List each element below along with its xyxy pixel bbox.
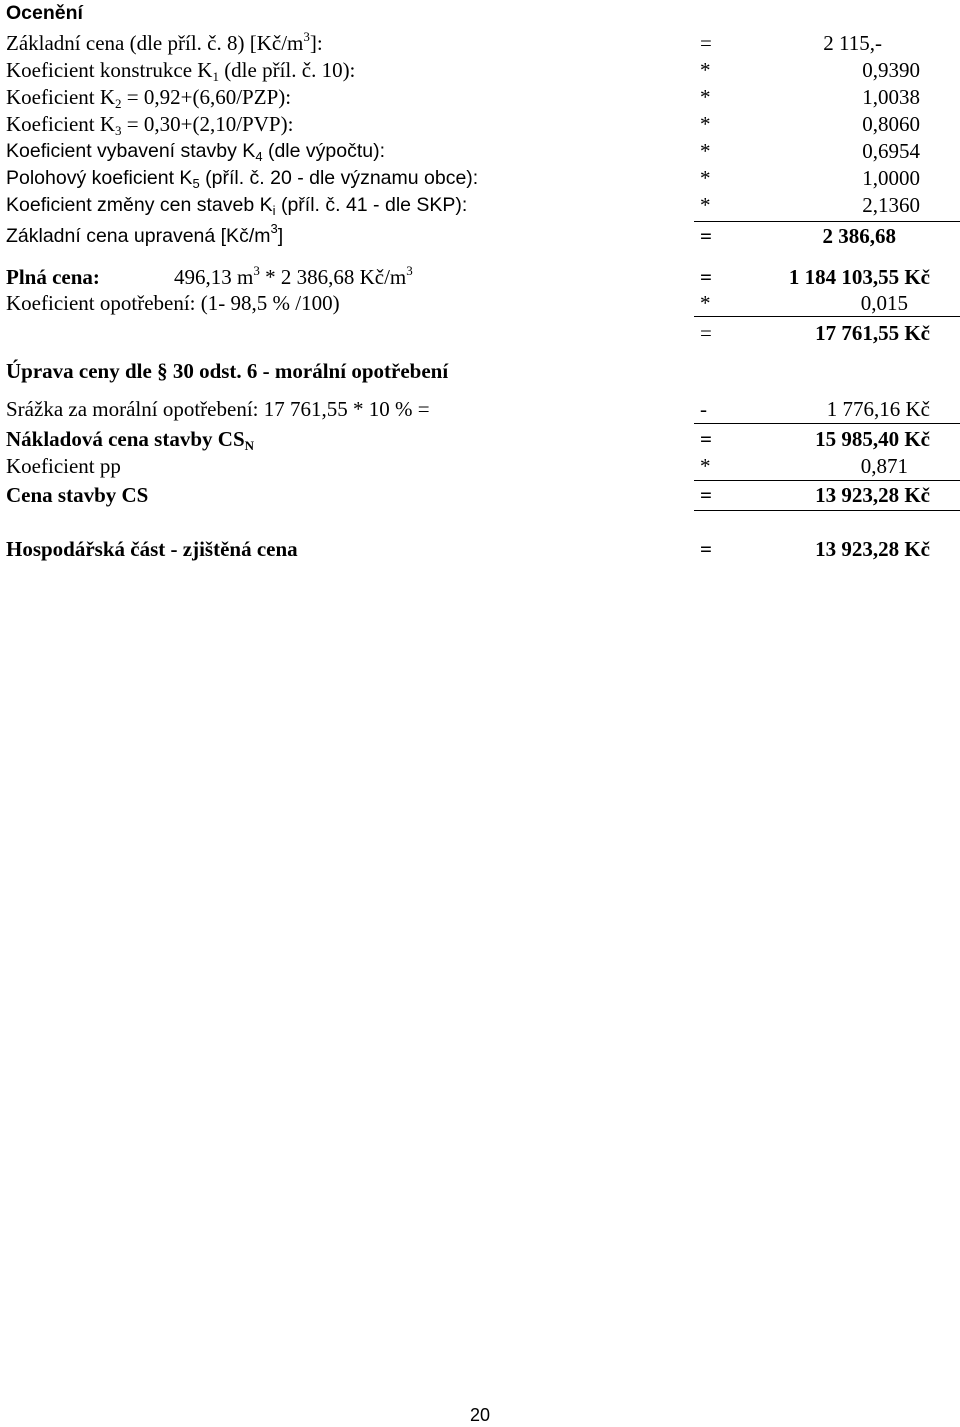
section-heading: Ocenění xyxy=(6,2,83,24)
ki-label: Koeficient změny cen staveb $K_i$ (příl. č. 41 - dle SKP): xyxy=(6,194,468,218)
k1-value: 0,9390 xyxy=(862,58,920,82)
k2-value: 1,0038 xyxy=(862,85,920,109)
k2-op: * xyxy=(700,85,711,109)
divider-rule xyxy=(694,423,960,424)
divider-rule xyxy=(694,480,960,481)
divider-rule xyxy=(694,510,960,511)
k3-value: 0,8060 xyxy=(862,112,920,136)
ki-op: * xyxy=(700,193,711,217)
k5-value: 1,0000 xyxy=(862,166,920,190)
economic-part-value: 13 923,28 Kč xyxy=(815,537,930,561)
full-price-label: Plná cena: 496,13 $m^3 * 2$ 386,68 $Kč/m^3$ xyxy=(6,263,413,289)
full-price-op: = xyxy=(700,265,712,289)
wear-label: Koeficient opotřebení: (1- 98,5 % /100) xyxy=(6,291,340,315)
k1-label: Koeficient konstrukce $K_1$ (dle příl. č. 10): xyxy=(6,58,356,84)
divider-rule xyxy=(694,221,960,222)
cost-price-op: = xyxy=(700,427,712,451)
adjustment-heading: Úprava ceny dle § 30 odst. 6 - morální opotřebení xyxy=(6,359,449,383)
wear-op: * xyxy=(700,291,711,315)
building-price-op: = xyxy=(700,483,712,507)
k3-op: * xyxy=(700,112,711,136)
adjusted-price-value: 2 386,68 xyxy=(822,224,896,248)
economic-part-label: Hospodářská část - zjištěná cena xyxy=(6,537,298,561)
cost-price-label: Nákladová cena stavby $CS_N$ xyxy=(6,427,255,453)
k5-label: Polohový koeficient $K_5$ (příl. č. 20 - dle významu obce): xyxy=(6,167,479,191)
ki-value: 2,1360 xyxy=(862,193,920,217)
full-price-value: 1 184 103,55 Kč xyxy=(788,265,930,289)
k5-op: * xyxy=(700,166,711,190)
base-price-value: 2 115,- xyxy=(823,31,882,55)
deduction-value: 1 776,16 Kč xyxy=(826,397,930,421)
k4-label: Koeficient vybavení stavby $K_4$ (dle výpočtu): xyxy=(6,140,386,164)
k3-label: Koeficient $K_3 = 0,30+(2,10/PVP)$: xyxy=(6,112,294,138)
k4-op: * xyxy=(700,139,711,163)
k2-label: Koeficient $K_2 = 0,92+(6,60/PZP)$: xyxy=(6,85,292,111)
koef-pp-value: 0,871 xyxy=(860,454,908,478)
koef-pp-label: Koeficient pp xyxy=(6,454,121,478)
cost-price-value: 15 985,40 Kč xyxy=(815,427,930,451)
economic-part-op: = xyxy=(700,537,712,561)
page-number: 20 xyxy=(469,1405,491,1425)
divider-rule xyxy=(694,316,960,317)
deduction-label: Srážka za morální opotřebení: 17 761,55 * 10 % = xyxy=(6,397,430,421)
deduction-op: - xyxy=(700,397,707,421)
base-price-op: = xyxy=(700,31,712,55)
base-price-label: Základní cena (dle příl. č. 8) $[Kč/m^3]$: xyxy=(6,29,323,55)
building-price-value: 13 923,28 Kč xyxy=(815,483,930,507)
k1-op: * xyxy=(700,58,711,82)
wear-result-value: 17 761,55 Kč xyxy=(815,321,930,345)
k4-value: 0,6954 xyxy=(862,139,920,163)
building-price-label: Cena stavby CS xyxy=(6,483,149,507)
adjusted-price-op: = xyxy=(700,224,712,248)
wear-value: 0,015 xyxy=(860,291,908,315)
adjusted-price-label: Základní cena upravená $[Kč/m^3]$ xyxy=(6,221,284,247)
koef-pp-op: * xyxy=(700,454,711,478)
wear-result-op: = xyxy=(700,321,712,345)
